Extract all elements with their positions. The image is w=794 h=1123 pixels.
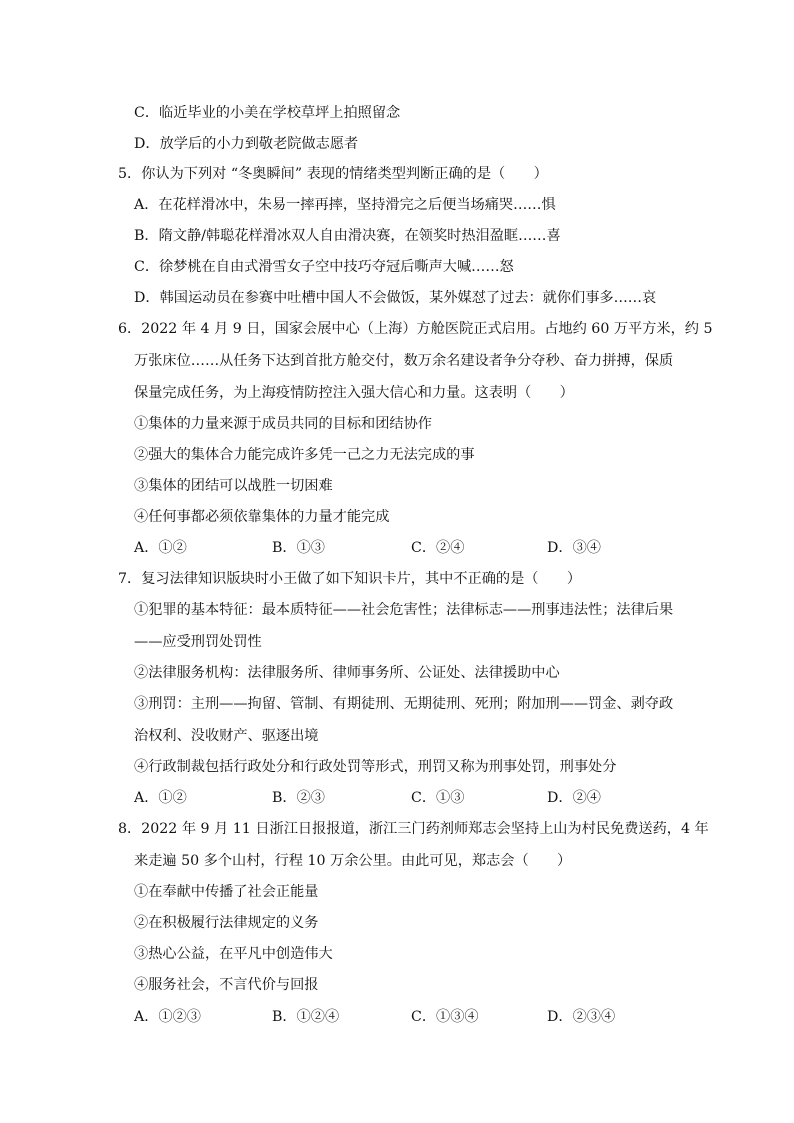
question-8-statement-2: ②在积极履行法律规定的义务: [134, 915, 319, 931]
question-8-statement-1: ①在奉献中传播了社会正能量: [134, 884, 319, 900]
question-8-statement-4: ④服务社会，不言代价与回报: [134, 977, 319, 993]
option-d: D．③④: [547, 540, 601, 556]
question-7-card-1-line-2: ——应受刑罚处罚性: [134, 634, 262, 650]
question-7-card-2: ②法律服务机构：法律服务所、律师事务所、公证处、法律援助中心: [134, 665, 560, 681]
option-c: C．①③④: [411, 1009, 479, 1025]
question-5-option-b: B．隋文静/韩聪花样滑冰双人自由滑决赛，在领奖时热泪盈眶……喜: [134, 228, 561, 244]
option-d: D．②③④: [547, 1009, 616, 1025]
question-4-option-d: D．放学后的小力到敬老院做志愿者: [134, 136, 359, 152]
option-c: C．②④: [411, 540, 465, 556]
question-8-stem-line-2: 来走遍 50 多个山村，行程 10 万余公里。由此可见，郑志会（ ）: [134, 853, 572, 869]
question-5-stem: 5．你认为下列对 “冬奥瞬间” 表现的情绪类型判断正确的是（ ）: [118, 166, 548, 182]
question-7-card-1-line-1: ①犯罪的基本特征：最本质特征——社会危害性；法律标志——刑事违法性；法律后果: [134, 602, 674, 618]
question-8-stem-line-1: 8．2022 年 9 月 11 日浙江日报报道，浙江三门药剂师郑志会坚持上山为村民免费送药，4 年: [118, 821, 709, 837]
question-5-option-a: A．在花样滑冰中，朱易一摔再摔，坚持滑完之后便当场痛哭……惧: [134, 197, 556, 213]
question-6-statement-4: ④任何事都必须依靠集体的力量才能完成: [134, 509, 390, 525]
option-a: A．①②: [134, 790, 187, 806]
question-7-card-3-line-1: ③刑罚：主刑——拘留、管制、有期徒刑、无期徒刑、死刑；附加刑——罚金、剥夺政: [134, 696, 674, 712]
question-5-option-d: D．韩国运动员在参赛中吐槽中国人不会做饭，某外媒怼了过去：就你们事多……哀: [134, 290, 657, 306]
question-6-stem-line-1: 6．2022 年 4 月 9 日，国家会展中心（上海）方舱医院正式启用。占地约 60 万平方米，约 5: [118, 321, 713, 337]
option-b: B．①③: [272, 540, 325, 556]
question-8-statement-3: ③热心公益，在平凡中创造伟大: [134, 946, 333, 962]
option-b: B．②③: [272, 790, 325, 806]
question-7-card-3-line-2: 治权利、没收财产、驱逐出境: [134, 728, 319, 744]
option-b: B．①②④: [272, 1009, 340, 1025]
option-a: A．①②③: [134, 1009, 201, 1025]
question-7-stem: 7．复习法律知识版块时小王做了如下知识卡片，其中不正确的是（ ）: [118, 571, 582, 587]
question-6-stem-line-3: 保量完成任务，为上海疫情防控注入强大信心和力量。这表明（ ）: [134, 385, 574, 401]
question-6-statement-3: ③集体的团结可以战胜一切困难: [134, 478, 333, 494]
option-d: D．②④: [547, 790, 601, 806]
question-5-option-c: C．徐梦桃在自由式滑雪女子空中技巧夺冠后嘶声大喊……怒: [134, 259, 514, 275]
option-c: C．①③: [411, 790, 465, 806]
option-a: A．①②: [134, 540, 187, 556]
question-6-stem-line-2: 万张床位……从任务下达到首批方舱交付，数万余名建设者争分夺秒、奋力拼搏，保质: [134, 353, 674, 369]
question-4-option-c: C．临近毕业的小美在学校草坪上拍照留念: [134, 105, 401, 121]
question-6-statement-2: ②强大的集体合力能完成许多凭一己之力无法完成的事: [134, 447, 475, 463]
question-7-card-4: ④行政制裁包括行政处分和行政处罚等形式，刑罚又称为刑事处罚，刑事处分: [134, 759, 617, 775]
question-6-statement-1: ①集体的力量来源于成员共同的目标和团结协作: [134, 416, 432, 432]
